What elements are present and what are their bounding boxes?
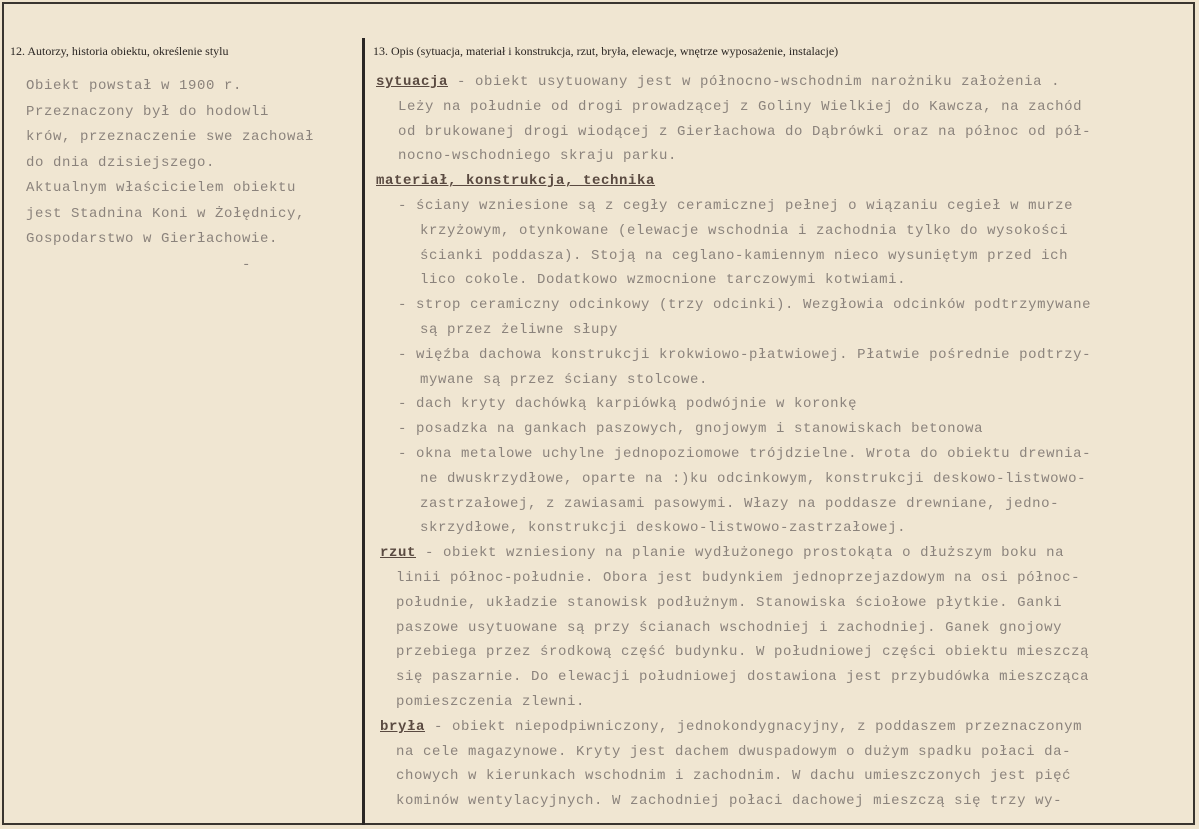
rzut-first: - obiekt wzniesiony na planie wydłużonego prostokąta o dłuższym boku na [416,545,1065,562]
history-line: Obiekt powstał w 1900 r. [26,78,243,94]
sytuacja-line: nocno-wschodniego skraju parku. [398,148,678,165]
history-line: krów, przeznaczenie swe zachował [26,129,315,145]
bryla-line: chowych w kierunkach wschodnim i zachodnim. W dachu umieszczonych jest pięć [396,768,1072,785]
bryla-first: - obiekt niepodpiwniczony, jednokondygnacyjny, z poddaszem przeznaczonym [425,718,1083,735]
right-column-header: 13. Opis (sytuacja, materiał i konstrukcja, rzut, bryła, elewacje, wnętrze wyposażenie, instalacje) [373,44,839,58]
left-column-header: 12. Autorzy, historia obiektu, określenie stylu [10,44,229,58]
rzut-line: przebiega przez środkową część budynku. W południowej części obiektu mieszczą [396,644,1090,661]
bryla-line [376,715,1176,740]
rzut-line [376,541,1176,566]
material-line: - okna metalowe uchylne jednopoziomowe trójdzielne. Wrota do obiektu drewnia- [398,445,1092,462]
material-line: ne dwuskrzydłowe, oparte na :)ku odcinkowym, konstrukcji deskowo-listwowo- [420,470,1087,487]
history-line: do dnia dzisiejszego. [26,154,216,171]
material-line: - dach kryty dachówką karpiówką podwójnie w koronkę [398,396,858,413]
history-line: Przeznaczony był do hodowli [26,103,270,120]
section-heading-sytuacja: sytuacja [376,74,449,90]
sytuacja-line: Leży na południe od drogi prowadzącej z Goliny Wielkiej do Kawcza, na zachód [398,98,1083,115]
material-line: - ściany wzniesione są z cegły ceramicznej pełnej o wiązaniu cegieł w murze [398,197,1074,214]
rzut-line: pomieszczenia zlewni. [396,693,586,710]
material-line: - strop ceramiczny odcinkowy (trzy odcinki). Wezgłowia odcinków podtrzymywane [398,297,1092,314]
material-line: mywane są przez ściany stolcowe. [420,371,709,388]
history-line: Aktualnym właścicielem obiektu [26,180,297,196]
rzut-line: linii północ-południe. Obora jest budynkiem jednoprzejazdowym na osi północ- [396,569,1081,586]
material-heading-line [376,169,1176,194]
bryla-line: na cele magazynowe. Kryty jest dachem dwuspadowym o dużym spadku połaci da- [396,743,1072,760]
rzut-line: południe, układzie stanowisk podłużnym. Stanowiska ściołowe płytkie. Ganki [396,594,1063,611]
column-divider [362,38,365,825]
material-line: są przez żeliwne słupy [420,321,619,338]
material-line: zastrzałowej, z zawiasami pasowymi. Włazy na poddasze drewniane, jedno- [420,495,1060,512]
history-line: jest Stadnina Koni w Żołędnicy, [26,205,306,222]
sytuacja-first: - obiekt usytuowany jest w północno-wschodnim narożniku założenia . [448,74,1061,90]
sytuacja-line: od brukowanej drogi wiodącej z Gierłachowa do Dąbrówki oraz na północ od pół- [398,123,1092,140]
rzut-line: paszowe usytuowane są przy ścianach wschodniej i zachodniej. Ganek gnojowy [396,619,1063,636]
bryla-line: kominów wentylacyjnych. W zachodniej połaci dachowej mieszczą się trzy wy- [396,793,1063,810]
material-line: lico cokole. Dodatkowo wzmocnione tarczowymi kotwiami. [420,272,907,289]
section-heading-rzut: rzut [380,545,417,562]
material-line: - posadzka na gankach paszowych, gnojowym i stanowiskach betonowa [398,421,984,438]
description-text [376,70,1176,814]
material-line: ścianki poddasza). Stoją na ceglano-kamiennym nieco wysuniętym przed ich [420,247,1069,264]
history-line: Gospodarstwo w Gierłachowie. [26,231,279,247]
history-dash: - [242,256,252,273]
sytuacja-line [376,70,1176,95]
material-lines [376,194,1176,541]
material-line: - więźba dachowa konstrukcji krokwiowo-płatwiowej. Płatwie pośrednie podtrzy- [398,346,1092,363]
section-heading-bryla: bryła [380,718,426,735]
material-line: skrzydłowe, konstrukcji deskowo-listwowo-zastrzałowej. [420,520,907,537]
rzut-line: się paszarnie. Do elewacji południowej dostawiona jest przybudówka mieszcząca [396,669,1090,686]
material-line: krzyżowym, otynkowane (elewacje wschodnia i zachodnia tylko do wysokości [420,222,1069,239]
history-text [26,74,314,278]
section-heading-material: materiał, konstrukcja, technika [376,173,656,190]
